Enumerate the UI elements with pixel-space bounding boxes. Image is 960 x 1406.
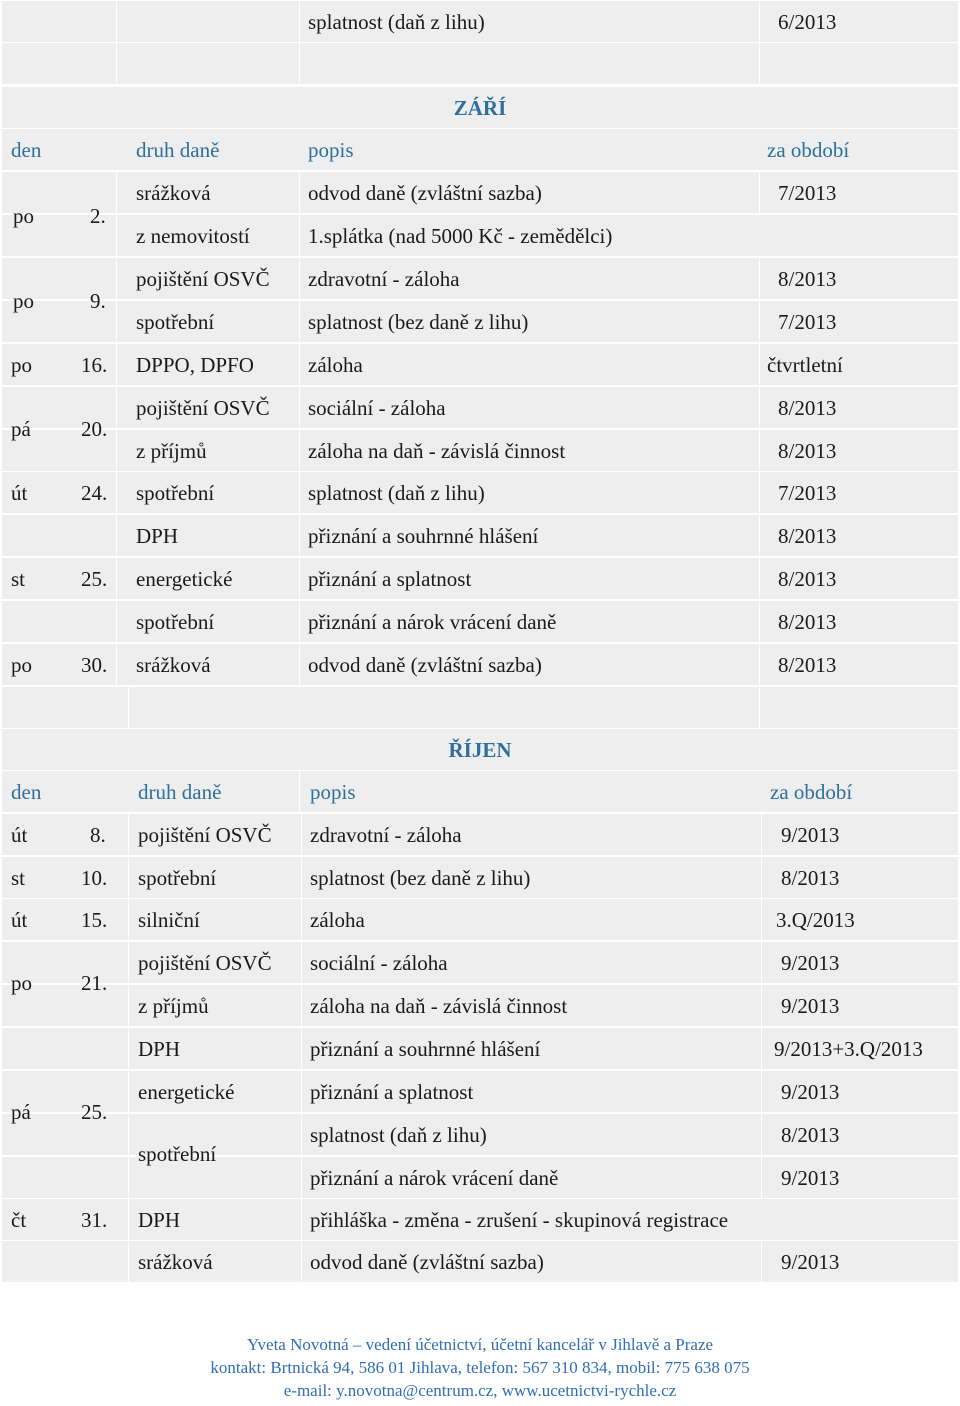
date-cell: 31. <box>81 1208 108 1232</box>
date-cell: 25. <box>81 567 108 591</box>
druh-cell: pojištění OSVČ <box>138 951 272 975</box>
table-row <box>2 600 958 642</box>
popis-cell: přiznání a splatnost <box>308 567 472 591</box>
day-cell: pá <box>11 1100 31 1124</box>
popis-cell: přiznání a souhrnné hlášení <box>310 1037 541 1061</box>
obdobi-cell: 9/2013 <box>781 951 840 975</box>
druh-cell: energetické <box>138 1080 235 1104</box>
popis-cell: splatnost (bez daně z lihu) <box>308 310 529 334</box>
date-cell: 21. <box>81 971 108 995</box>
obdobi-cell: 8/2013 <box>781 866 840 890</box>
day-cell: út <box>11 908 28 932</box>
day-cell: st <box>11 567 26 591</box>
table-row <box>2 429 958 471</box>
table-row <box>2 686 958 728</box>
obdobi-cell: 9/2013 <box>781 1250 840 1274</box>
header-den: den <box>11 780 42 804</box>
date-cell: 8. <box>90 823 106 847</box>
month-title: ŘÍJEN <box>448 738 512 762</box>
popis-cell: záloha na daň - závislá činnost <box>308 439 566 463</box>
popis-cell: splatnost (daň z lihu) <box>310 1123 487 1147</box>
header-druh: druh daně <box>136 138 220 162</box>
druh-cell: spotřební <box>138 1142 217 1166</box>
day-cell: út <box>11 481 28 505</box>
month-row <box>2 86 958 128</box>
day-cell: pá <box>11 417 31 441</box>
header-den: den <box>11 138 42 162</box>
popis-cell: záloha <box>310 908 365 932</box>
date-cell: 10. <box>81 866 108 890</box>
date-cell: 15. <box>81 908 108 932</box>
popis-cell: splatnost (daň z lihu) <box>308 481 485 505</box>
obdobi-cell: 9/2013 <box>781 994 840 1018</box>
date-cell: 20. <box>81 417 108 441</box>
obdobi-cell: 3.Q/2013 <box>776 908 855 932</box>
druh-cell: srážková <box>136 653 211 677</box>
month-title: ZÁŘÍ <box>453 96 507 120</box>
header-popis: popis <box>308 138 354 162</box>
popis-cell: sociální - záloha <box>308 396 446 420</box>
obdobi-cell: 7/2013 <box>778 481 837 505</box>
table-row <box>2 941 958 983</box>
popis-cell: záloha na daň - závislá činnost <box>310 994 568 1018</box>
day-cell: po <box>11 353 32 377</box>
table-row <box>2 984 958 1026</box>
month-row <box>2 728 958 770</box>
table-row <box>2 1240 958 1282</box>
table-row <box>2 214 958 256</box>
druh-cell: energetické <box>136 567 233 591</box>
footer <box>0 1333 960 1402</box>
popis-cell: přiznání a souhrnné hlášení <box>308 524 539 548</box>
day-cell: st <box>11 866 26 890</box>
druh-cell: srážková <box>136 181 211 205</box>
obdobi-cell: 7/2013 <box>778 310 837 334</box>
druh-cell: spotřební <box>136 310 215 334</box>
table-row <box>2 1198 958 1240</box>
druh-cell: spotřební <box>136 610 215 634</box>
obdobi-cell: 8/2013 <box>778 610 837 634</box>
table-row <box>2 514 958 556</box>
obdobi-cell: 8/2013 <box>778 439 837 463</box>
obdobi-cell: čtvrtletní <box>767 353 843 377</box>
day-cell: po <box>13 204 34 228</box>
popis-cell: odvod daně (zvláštní sazba) <box>308 653 542 677</box>
popis-cell: splatnost (bez daně z lihu) <box>310 866 531 890</box>
popis-cell: přihláška - změna - zrušení - skupinová registrace <box>310 1208 729 1232</box>
druh-cell: DPH <box>138 1037 181 1061</box>
date-cell: 16. <box>81 353 108 377</box>
popis-cell: zdravotní - záloha <box>310 823 462 847</box>
obdobi-cell: 8/2013 <box>778 524 837 548</box>
obdobi-cell: 8/2013 <box>778 267 837 291</box>
day-cell: po <box>13 289 34 313</box>
popis-cell: sociální - záloha <box>310 951 448 975</box>
table-row <box>2 386 958 428</box>
popis-cell: odvod daně (zvláštní sazba) <box>310 1250 544 1274</box>
popis-cell: přiznání a splatnost <box>310 1080 474 1104</box>
day-cell: po <box>11 971 32 995</box>
popis-cell: přiznání a nárok vrácení daně <box>308 610 557 634</box>
obdobi-cell: 8/2013 <box>781 1123 840 1147</box>
table-row <box>2 300 958 342</box>
table-row <box>2 1027 958 1069</box>
header-obdobi: za období <box>767 138 850 162</box>
table-row <box>2 1070 958 1112</box>
druh-cell: DPH <box>136 524 179 548</box>
header-row <box>2 128 958 170</box>
druh-cell: pojištění OSVČ <box>136 267 270 291</box>
table-row <box>2 257 958 299</box>
obdobi-cell: 9/2013 <box>781 1166 840 1190</box>
druh-cell: z příjmů <box>136 439 207 463</box>
date-cell: 9. <box>90 289 106 313</box>
table-row <box>2 898 958 940</box>
header-obdobi: za období <box>770 780 853 804</box>
obdobi-cell: 9/2013 <box>781 823 840 847</box>
table-row <box>2 856 958 898</box>
druh-cell: pojištění OSVČ <box>136 396 270 420</box>
table-row <box>2 42 958 84</box>
druh-cell: z nemovitostí <box>136 224 250 248</box>
druh-cell: z příjmů <box>138 994 209 1018</box>
popis-cell: záloha <box>308 353 363 377</box>
popis-cell: přiznání a nárok vrácení daně <box>310 1166 559 1190</box>
table-row <box>2 171 958 213</box>
day-cell: po <box>11 653 32 677</box>
day-cell: čt <box>11 1208 27 1232</box>
day-cell: út <box>11 823 28 847</box>
popis-cell: zdravotní - záloha <box>308 267 460 291</box>
obdobi-cell: 9/2013 <box>781 1080 840 1104</box>
table-row <box>2 0 958 42</box>
footer-line-2: kontakt: Brtnická 94, 586 01 Jihlava, telefon: 567 310 834, mobil: 775 638 075 <box>210 1358 750 1377</box>
table-row <box>2 813 958 855</box>
druh-cell: DPPO, DPFO <box>136 353 254 377</box>
obdobi-cell: 8/2013 <box>778 567 837 591</box>
popis-cell: splatnost (daň z lihu) <box>308 10 485 34</box>
druh-cell: spotřební <box>138 866 217 890</box>
obdobi-cell: 8/2013 <box>778 396 837 420</box>
table-row <box>2 471 958 513</box>
druh-cell: DPH <box>138 1208 181 1232</box>
obdobi-cell: 8/2013 <box>778 653 837 677</box>
druh-cell: spotřební <box>136 481 215 505</box>
table-row <box>2 643 958 685</box>
popis-cell: 1.splátka (nad 5000 Kč - zemědělci) <box>308 224 613 248</box>
date-cell: 25. <box>81 1100 108 1124</box>
druh-cell: silniční <box>138 908 200 932</box>
druh-cell: srážková <box>138 1250 213 1274</box>
date-cell: 24. <box>81 481 108 505</box>
date-cell: 2. <box>90 204 106 228</box>
obdobi-cell: 7/2013 <box>778 181 837 205</box>
date-cell: 30. <box>81 653 108 677</box>
header-row <box>2 770 958 812</box>
table-row <box>2 557 958 599</box>
popis-cell: odvod daně (zvláštní sazba) <box>308 181 542 205</box>
footer-line-1: Yveta Novotná – vedení účetnictví, účetní kancelář v Jihlavě a Praze <box>246 1335 714 1354</box>
obdobi-cell: 9/2013+3.Q/2013 <box>774 1037 923 1061</box>
table-row <box>2 343 958 385</box>
druh-cell: pojištění OSVČ <box>138 823 272 847</box>
header-popis: popis <box>310 780 356 804</box>
header-druh: druh daně <box>138 780 222 804</box>
obdobi-cell: 6/2013 <box>778 10 837 34</box>
footer-line-3: e-mail: y.novotna@centrum.cz, www.ucetnictvi-rychle.cz <box>283 1381 677 1400</box>
